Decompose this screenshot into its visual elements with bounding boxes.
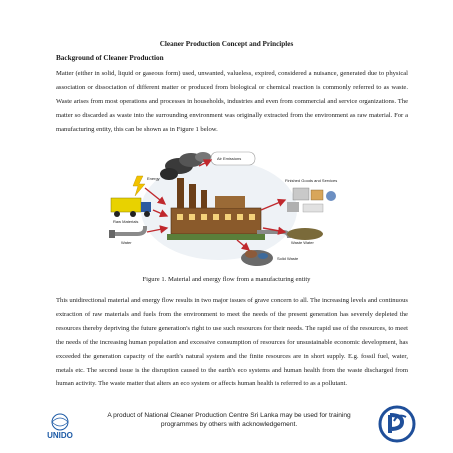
finished-goods-node <box>285 178 337 212</box>
label-waste-water: Waste Water <box>291 240 314 245</box>
footer-text: A product of National Cleaner Production Centre Sri Lanka may be used for training programmes by others with acknowledgement. <box>107 412 351 428</box>
document-title: Cleaner Production Concept and Principles <box>159 40 294 48</box>
ncpc-logo <box>378 405 416 443</box>
label-raw-materials: Raw Materials <box>113 219 139 224</box>
label-solid-waste: Solid Waste <box>277 256 299 261</box>
air-emissions-node <box>211 152 255 165</box>
label-finished-goods: Finished Goods and Services <box>285 178 338 183</box>
section-heading: Background of Cleaner Production <box>56 54 164 62</box>
water-pipe <box>109 226 145 245</box>
paragraph-2: This unidirectional material and energy flow results in two major issues of grave concern to all. The increasing levels and continuous extraction of raw materials and fuels from the environment to meet the needs of the present generation has severely depleted the resources thereby depriving the future generation's right to use such resources for their needs. The rapid use of the resources, to meet the needs of the increasing human population and excessive consumption of resources for unsustainable economic development, has exceeded the generation capacity of the earth's natural system and the finite resources are in short supply. E.g. fossil fuel, water, metals etc. The second issue is the disruption caused to the earth's eco systems and human health from the waste discharged from human activity. The waste matter that alters an eco system or affects human health is referred to as a pollutant. <box>56 297 408 388</box>
solid-waste-node <box>241 250 299 266</box>
figure-caption: Figure 1. Material and energy flow from a manufacturing entity <box>142 276 311 283</box>
unido-logo <box>37 412 83 440</box>
unido-logo-text: UNIDO <box>47 431 73 440</box>
lightning-icon <box>133 176 145 196</box>
label-water: Water <box>121 240 132 245</box>
label-energy: Energy <box>147 176 160 181</box>
paragraph-1: Matter (either in solid, liquid or gaseous form) used, unwanted, valueless, expired, considered a nuisance, generated due to physical association or dissociation of different matter or produced from biological or chemical reaction is commonly referred to as waste. Waste arises from most operations and processes in households, industries and even from commercial and service organizations. The matter so discarded as waste into the surrounding environment was originally extracted from the environment as raw material. For a manufacturing entity, this can be shown as in Figure 1 below. <box>56 70 408 133</box>
goods-box-icon <box>293 188 309 200</box>
figure-material-flow <box>107 148 351 270</box>
label-air-emissions: Air Emissions <box>217 156 242 161</box>
